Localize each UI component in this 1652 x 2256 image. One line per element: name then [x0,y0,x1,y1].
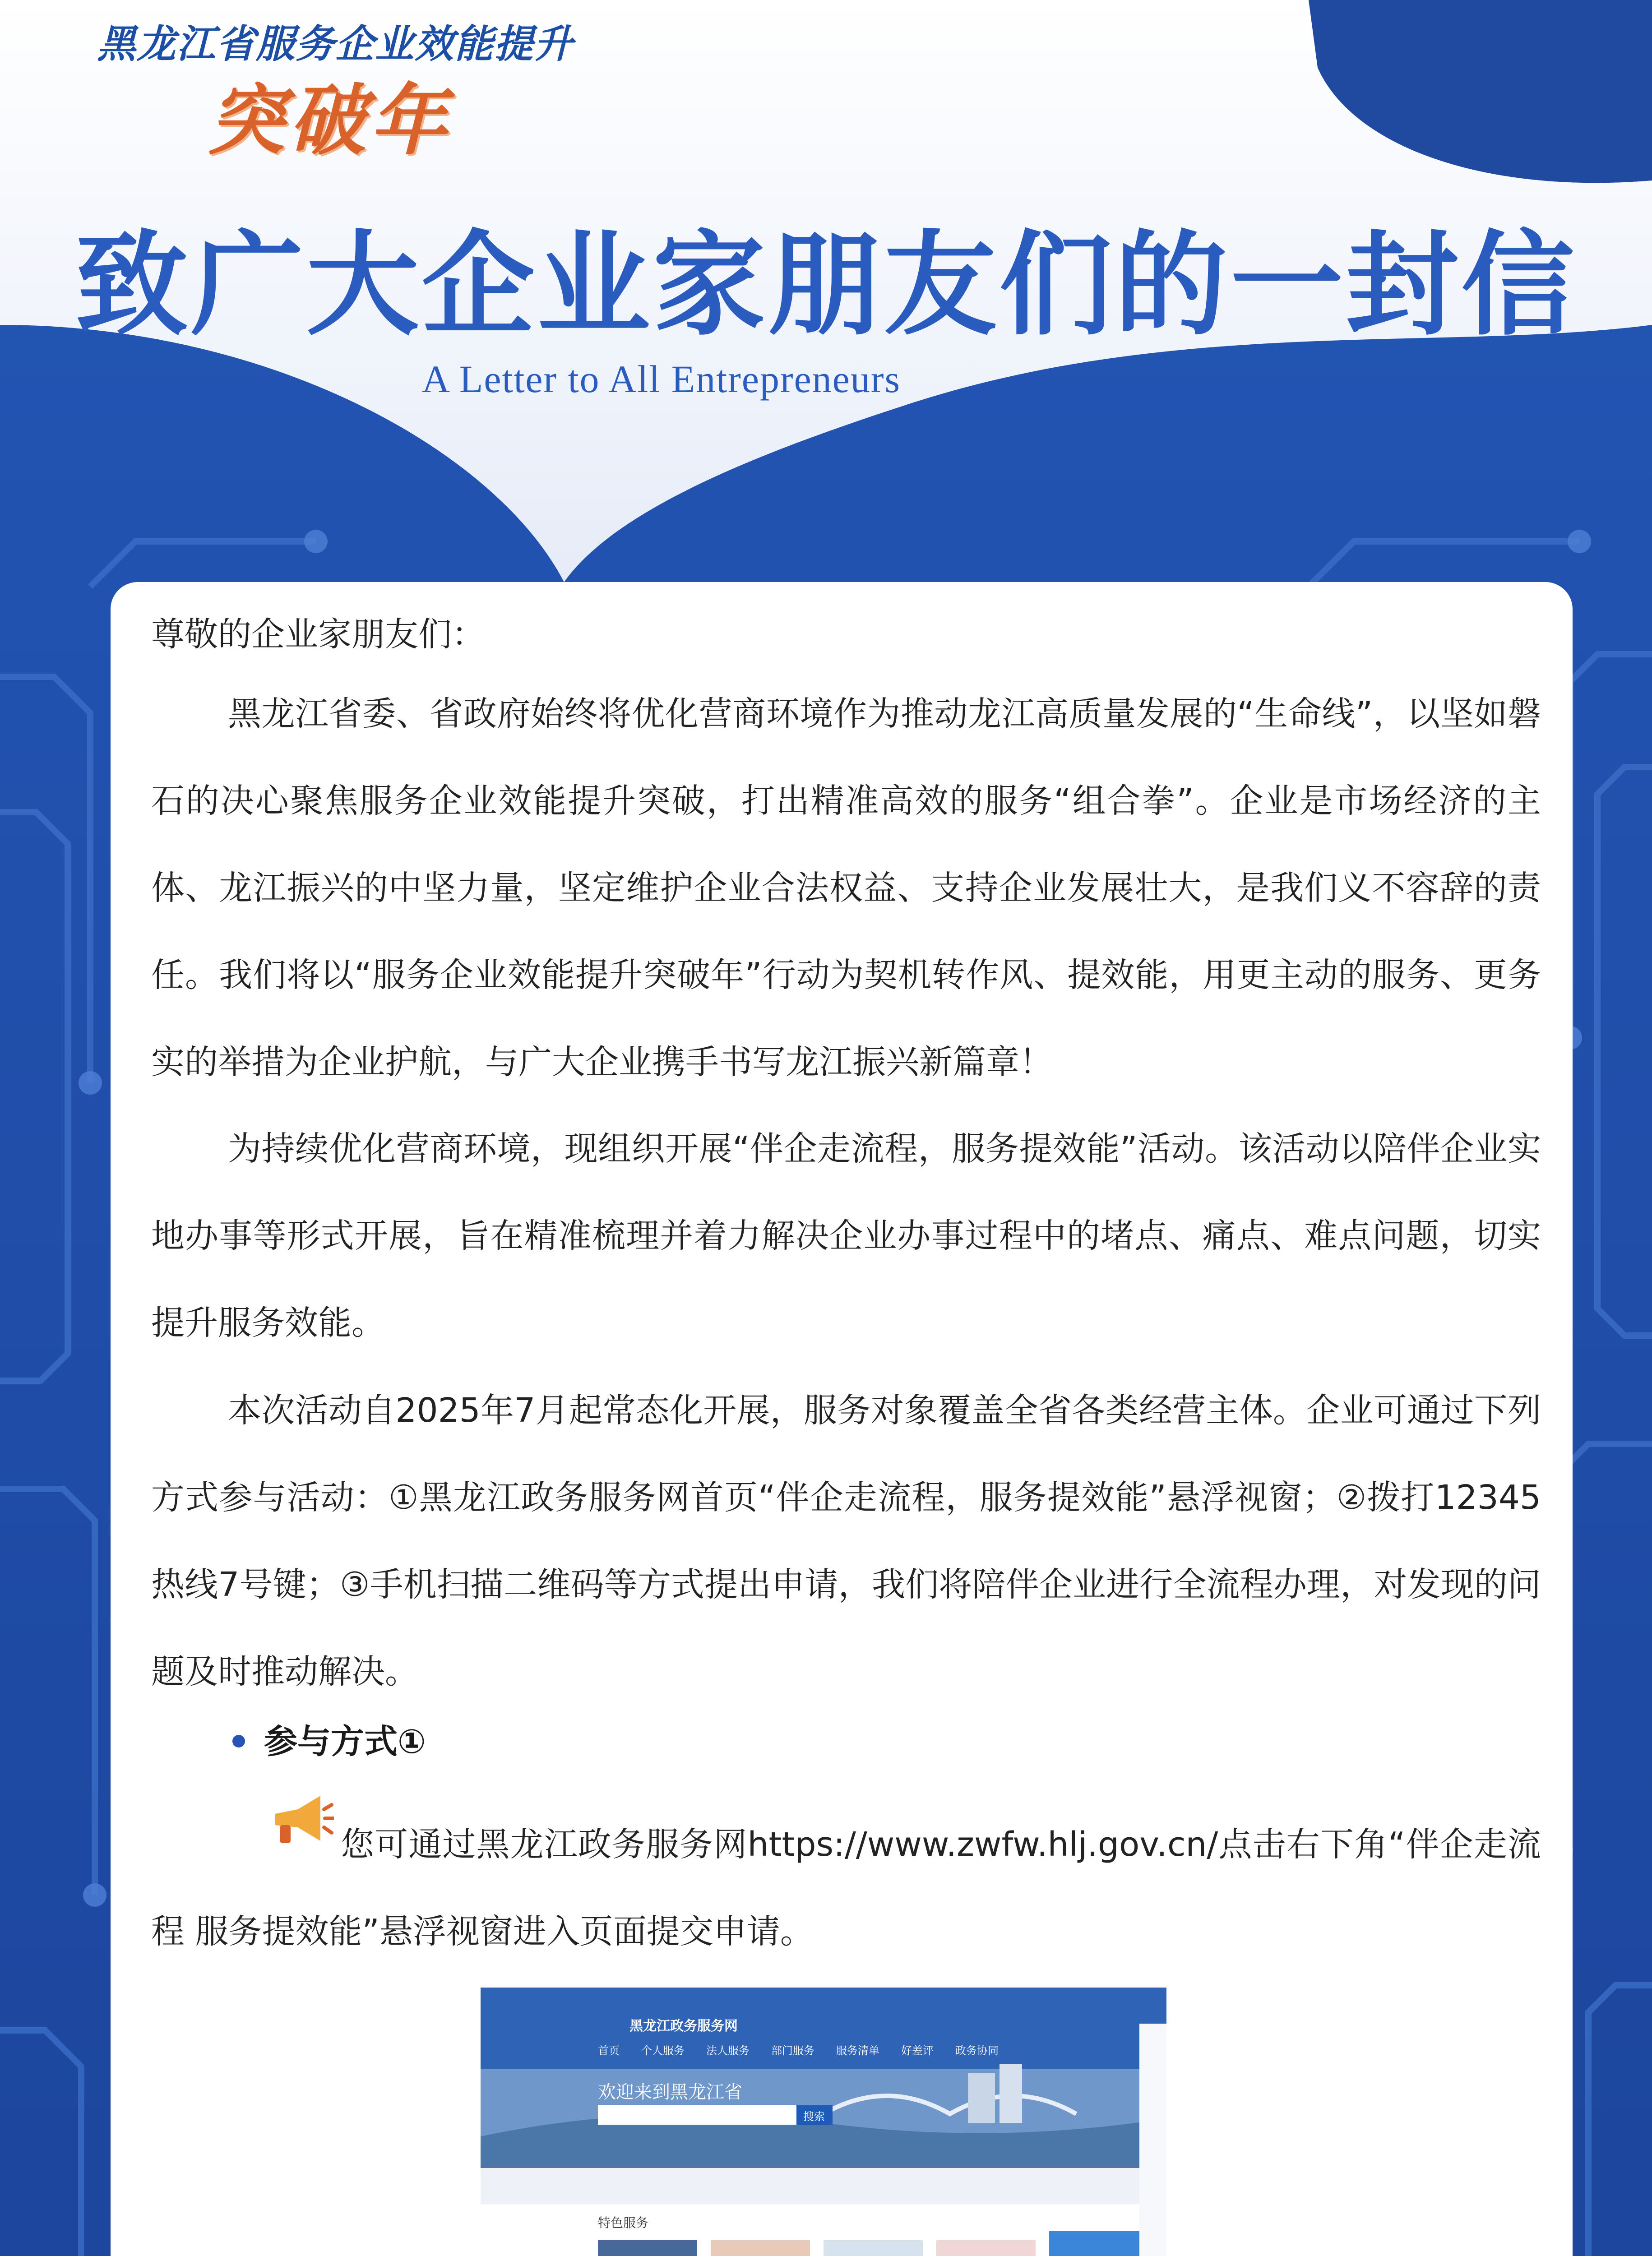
method-1-text: 您可通过黑龙江政务服务网https://www.zwfw.hlj.gov.cn/点击右下角“伴企走流程 服务提效能”悬浮视窗进入页面提交申请。 [151,1825,1541,1951]
site-search-button[interactable]: 搜索 [803,2110,825,2123]
site-nav-item[interactable]: 政务协同 [955,2044,999,2057]
page-title: 致广大企业家朋友们的一封信 [75,218,1577,351]
site-nav-item[interactable]: 服务清单 [836,2044,879,2057]
website-screenshot [481,1988,1166,2256]
paragraph-2: 为持续优化营商环境，现组织开展“伴企走流程，服务提效能”活动。该活动以陪伴企业实地办事等形式开展，旨在精准梳理并着力解决企业办事过程中的堵点、痛点、难点问题，切实提升服务效能。 [151,1129,1541,1342]
site-section-title: 特色服务 [598,2215,649,2230]
site-nav-item[interactable]: 法人服务 [706,2044,750,2057]
site-nav-item[interactable]: 好差评 [901,2044,934,2057]
paragraph-1: 黑龙江省委、省政府始终将优化营商环境作为推动龙江高质量发展的“生命线”，以坚如磐石的决心聚焦服务企业效能提升突破，打出精准高效的服务“组合拳”。企业是市场经济的主体、龙江振兴的中坚力量，坚定维护企业合法权益、支持企业发展壮大，是我们义不容辞的责任。我们将以“服务企业效能提升突破年”行动为契机转作风、提效能，用更主动的服务、更务实的举措为企业护航，与广大企业携手书写龙江振兴新篇章！ [151,694,1541,1082]
paragraph-3: 本次活动自2025年7月起常态化开展，服务对象覆盖全省各类经营主体。企业可通过下列方式参与活动：①黑龙江政务服务网首页“伴企走流程，服务提效能”悬浮视窗；②拨打12345热线7号键；③手机扫描二维码等方式提出申请，我们将陪伴企业进行全流程办理，对发现的问题及时推动解决。 [151,1391,1541,1691]
site-welcome: 欢迎来到黑龙江省 [598,2082,742,2103]
site-nav-item[interactable]: 个人服务 [641,2044,685,2057]
campaign-title: 黑龙江省服务企业效能提升 [97,22,574,67]
site-nav [598,2042,999,2057]
site-name: 黑龙江政务服务网 [629,2018,738,2034]
site-nav-item[interactable]: 首页 [598,2044,620,2057]
campaign-year: 突破年 [208,75,452,166]
letter-card [111,582,1573,2256]
bullet-dot [232,1735,245,1747]
page-subtitle: A Letter to All Entrepreneurs [422,357,901,401]
method-1-title: 参与方式① [264,1722,426,1761]
greeting: 尊敬的企业家朋友们： [151,615,485,654]
site-nav-item[interactable]: 部门服务 [771,2044,814,2057]
